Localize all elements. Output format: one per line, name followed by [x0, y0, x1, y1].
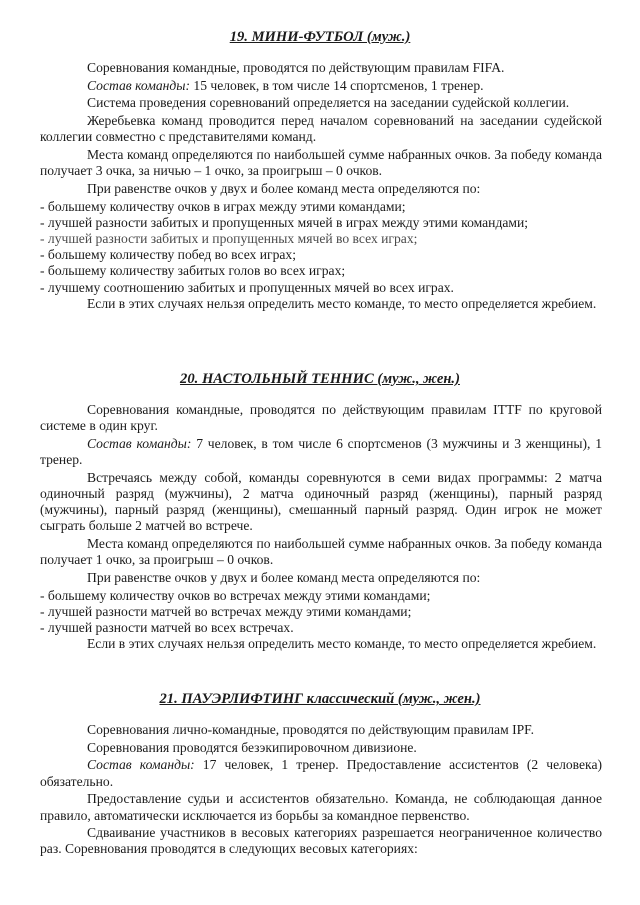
s21-paragraph-5: Сдваивание участников в весовых категориях разрешается неограниченное количество раз. Соревнования проводятся в следующих весовых категориях:: [40, 825, 602, 857]
s19-list-item: - лучшему соотношению забитых и пропущенных мячей во всех играх.: [40, 279, 454, 295]
s20-paragraph-5: При равенстве очков у двух и более команд места определяются по:: [87, 570, 481, 586]
s19-list-item: - лучшей разности забитых и пропущенных мячей во всех играх;: [40, 231, 418, 247]
section-21-title: 21. ПАУЭРЛИФТИНГ классический (муж., жен.): [159, 691, 481, 707]
section-21-body: [40, 722, 602, 859]
s20-list-item: - лучшей разности матчей во всех встречах.: [40, 620, 294, 636]
s20-team-label: Состав команды:: [87, 435, 192, 451]
s19-paragraph-1: Соревнования командные, проводятся по действующим правилам FIFA.: [87, 60, 505, 75]
s19-paragraph-5: Места команд определяются по наибольшей сумме набранных очков. За победу команда получает 3 очка, за ничью – 1 очко, за проигрыш – 0 очков.: [40, 147, 602, 179]
s19-list-item: - большему количеству побед во всех играх;: [40, 247, 297, 263]
s20-paragraph-4: Места команд определяются по наибольшей сумме набранных очков. За победу команда получает 1 очко, за проигрыш – 0 очков.: [40, 536, 602, 568]
s21-paragraph-1: Соревнования лично-командные, проводятся по действующим правилам IPF.: [87, 722, 535, 737]
s19-paragraph-6: При равенстве очков у двух и более команд места определяются по:: [87, 180, 481, 196]
s20-paragraph-1: Соревнования командные, проводятся по действующим правилам ITTF по круговой системе в один круг.: [40, 402, 602, 434]
s21-team-composition: [40, 757, 602, 789]
s19-paragraph-4: Жеребьевка команд проводится перед началом соревнований на заседании судейской коллегии совместно с представителями команд.: [40, 113, 602, 145]
s21-paragraph-4: Предоставление судьи и ассистентов обязательно. Команда, не соблюдающая данное правило, автоматически исключается из борьбы за командное первенство.: [40, 791, 602, 823]
s20-team-composition: [40, 436, 602, 468]
s19-paragraph-3: Система проведения соревнований определяется на заседании судейской коллегии.: [87, 95, 570, 111]
section-19-title: 19. МИНИ-ФУТБОЛ (муж.): [229, 29, 411, 45]
s21-paragraph-2: Соревнования проводятся безэкипировочном дивизионе.: [87, 739, 417, 755]
s19-list-item: - большему количеству забитых голов во всех играх;: [40, 263, 346, 279]
section-20-title: 20. НАСТОЛЬНЫЙ ТЕННИС (муж., жен.): [180, 371, 460, 387]
section-20-body: [40, 402, 602, 654]
s19-list-item: - лучшей разности забитых и пропущенных мячей в играх между этими командами;: [40, 214, 529, 230]
s19-team-label: Состав команды:: [87, 77, 191, 93]
s21-team-text: 17 человек, 1 тренер. Предоставление ассистентов (2 человека) обязательно.: [40, 757, 603, 789]
s20-team-text: 7 человек, в том числе 6 спортсменов (3 мужчины и 3 женщины), 1 тренер.: [40, 435, 603, 468]
s19-team-composition: [40, 78, 602, 94]
s19-list-item: - большему количеству очков в играх между этими командами;: [40, 198, 406, 214]
s19-team-text: 15 человек, в том числе 14 спортсменов, 1 тренер.: [190, 77, 484, 93]
s20-list-item: - лучшей разности матчей во встречах между этими командами;: [40, 603, 412, 619]
s21-team-label: Состав команды:: [87, 757, 195, 773]
s20-paragraph-3: Встречаясь между собой, команды соревнуются в семи видах программы: 2 матча одиночный разряд (мужчины), 2 матча одиночный разряд (женщины), парный разряд (мужчины), парный разряд (женщины), смешанный парный разряд. Один игрок не может сыграть больше 2 матчей во встрече.: [40, 469, 602, 534]
s19-paragraph-7: Если в этих случаях нельзя определить место команде, то место определяется жребием.: [87, 295, 597, 311]
section-19-body: [40, 60, 602, 314]
s20-paragraph-6: Если в этих случаях нельзя определить место команде, то место определяется жребием.: [87, 636, 597, 652]
s20-list-item: - большему количеству очков во встречах между этими командами;: [40, 587, 431, 603]
